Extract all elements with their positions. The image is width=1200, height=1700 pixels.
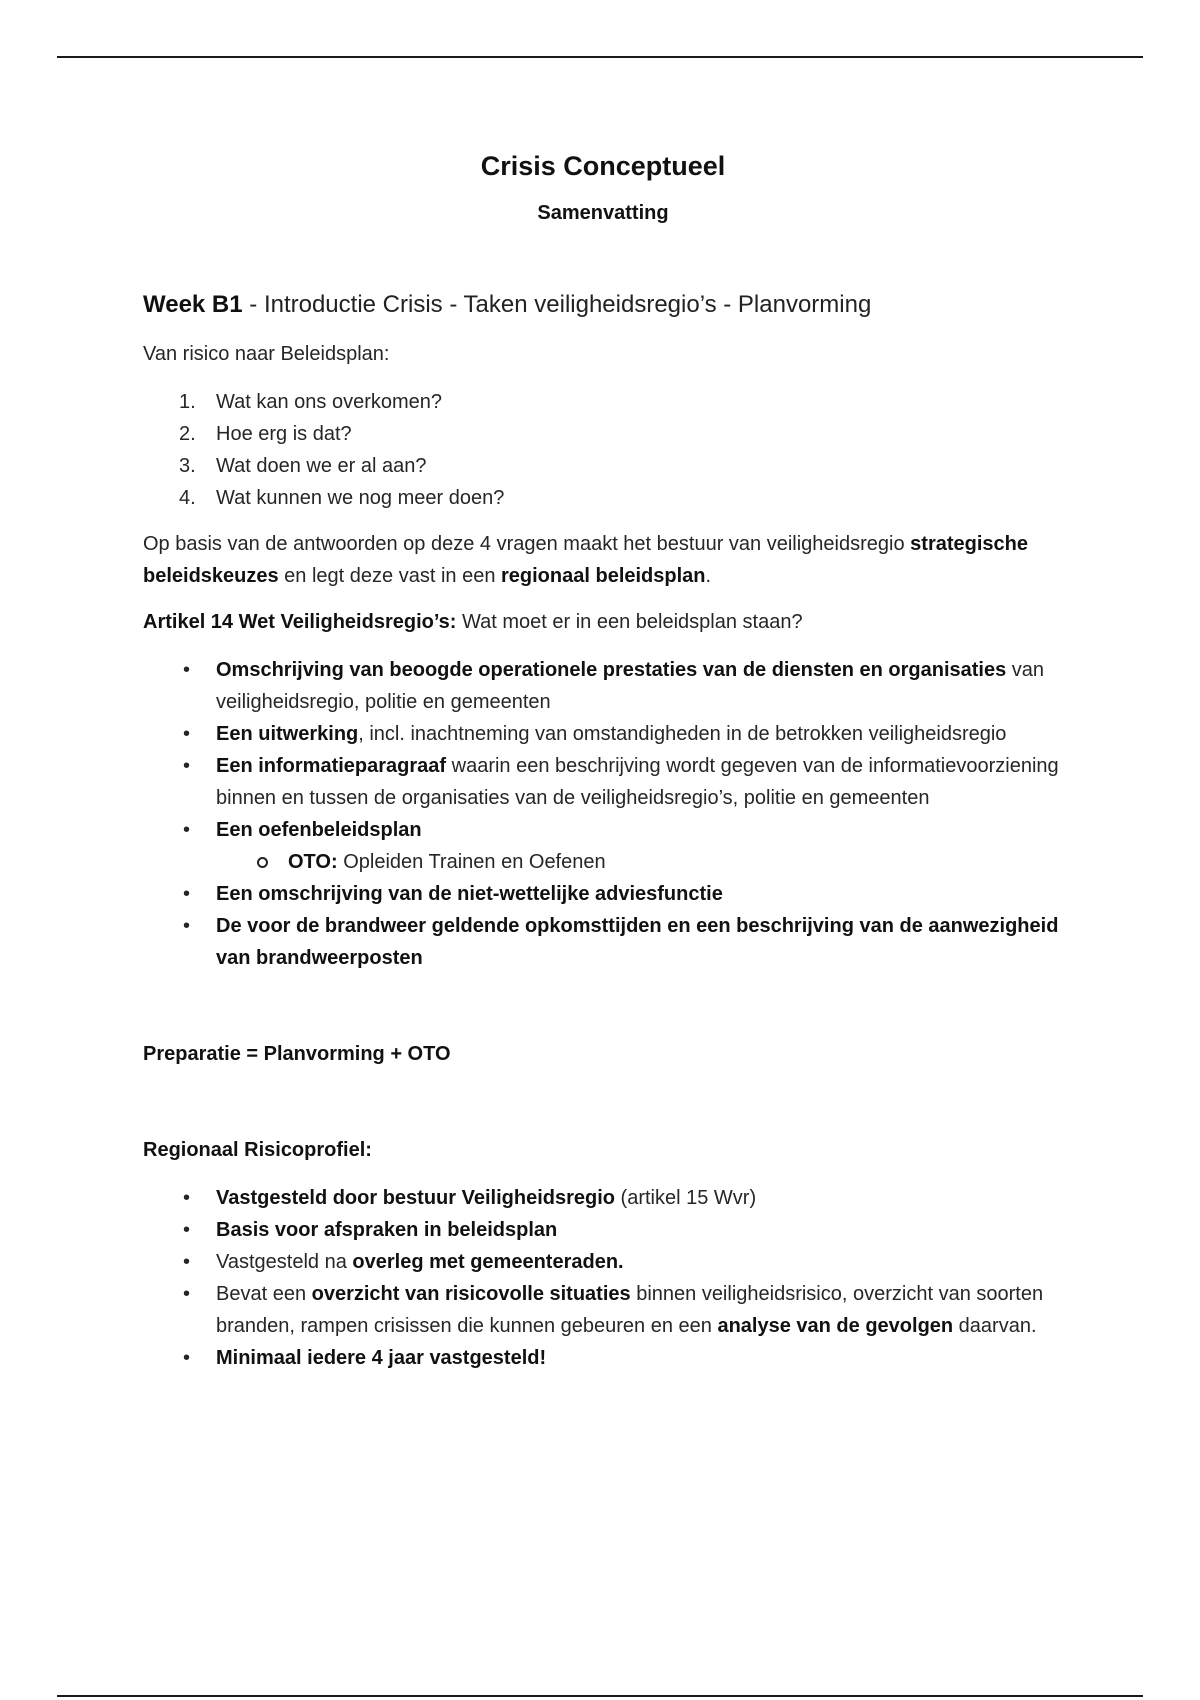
document-title: Crisis Conceptueel bbox=[480, 151, 726, 181]
item-bold: De voor de brandweer geldende opkomsttijden en een beschrijving van de aanwezigheid van brandweerposten bbox=[216, 915, 1059, 969]
list-item bbox=[143, 482, 1063, 514]
list-item bbox=[143, 814, 1063, 878]
artikel-paragraph bbox=[143, 606, 1063, 638]
footer-rule bbox=[57, 1695, 1143, 1697]
list-number: 4. bbox=[179, 487, 196, 509]
basis-text: . bbox=[705, 565, 712, 587]
list-item bbox=[143, 418, 1063, 450]
item-bold: Een oefenbeleidsplan bbox=[216, 819, 422, 841]
bullet-icon: • bbox=[183, 1219, 191, 1241]
risicoprofiel-list bbox=[143, 1182, 1063, 1374]
item-bold: Basis voor afspraken in beleidsplan bbox=[216, 1219, 558, 1241]
item-bold: Vastgesteld door bestuur Veiligheidsregio bbox=[216, 1187, 615, 1209]
bullet-icon: • bbox=[183, 883, 191, 905]
basis-text: Op basis van de antwoorden op deze 4 vragen maakt het bestuur van veiligheidsregio bbox=[143, 533, 911, 555]
bullet-icon: • bbox=[183, 1251, 191, 1273]
item-bold: analyse van de gevolgen bbox=[717, 1315, 954, 1337]
list-item bbox=[143, 910, 1063, 974]
item-text: , incl. inachtneming van omstandigheden in de betrokken veiligheidsregio bbox=[358, 723, 1007, 745]
list-item bbox=[143, 450, 1063, 482]
item-bold: overleg met gemeenteraden. bbox=[352, 1251, 624, 1273]
item-bold: OTO: bbox=[288, 851, 338, 873]
item-text: waarin een beschrijving wordt gegeven van de informatievoorziening binnen en tussen de organisaties van de veiligheidsregio’s, politie en gemeenten bbox=[216, 755, 1059, 809]
basis-bold: strategische beleidskeuzes bbox=[143, 533, 1028, 587]
plan-items-list bbox=[143, 654, 1063, 974]
list-item bbox=[143, 1342, 1063, 1374]
bullet-icon: • bbox=[183, 1283, 191, 1305]
list-item bbox=[143, 1246, 1063, 1278]
item-bold: Omschrijving van beoogde operationele prestaties van de diensten en organisaties bbox=[216, 659, 1007, 681]
item-text: Vastgesteld na bbox=[216, 1251, 353, 1273]
question-text: Wat kan ons overkomen? bbox=[216, 391, 443, 413]
item-text: (artikel 15 Wvr) bbox=[614, 1187, 757, 1209]
questions-list bbox=[143, 386, 1063, 514]
item-text: Bevat een bbox=[216, 1283, 312, 1305]
bullet-icon: • bbox=[183, 1347, 191, 1369]
list-item bbox=[143, 1278, 1063, 1342]
header-rule bbox=[57, 56, 1143, 58]
item-bold: Een uitwerking bbox=[216, 723, 359, 745]
list-number: 1. bbox=[179, 391, 196, 413]
basis-paragraph bbox=[143, 528, 1063, 592]
week-label: Week B1 bbox=[143, 291, 243, 318]
item-text: van veiligheidsregio, politie en gemeenten bbox=[216, 659, 1045, 713]
question-text: Wat kunnen we nog meer doen? bbox=[216, 487, 505, 509]
document-subtitle: Samenvatting bbox=[537, 202, 669, 224]
document-body bbox=[143, 140, 1063, 1374]
item-bold: Minimaal iedere 4 jaar vastgesteld! bbox=[216, 1347, 547, 1369]
bullet-icon: • bbox=[183, 659, 191, 681]
bullet-icon: • bbox=[183, 915, 191, 937]
basis-text: en legt deze vast in een bbox=[278, 565, 501, 587]
week-topic: - Introductie Crisis - Taken veiligheidsregio’s - Planvorming bbox=[242, 291, 872, 318]
list-item bbox=[143, 750, 1063, 814]
item-bold: overzicht van risicovolle situaties bbox=[311, 1283, 631, 1305]
question-text: Wat doen we er al aan? bbox=[216, 455, 427, 477]
list-number: 3. bbox=[179, 455, 196, 477]
list-item bbox=[143, 878, 1063, 910]
bullet-icon: • bbox=[183, 819, 191, 841]
list-number: 2. bbox=[179, 423, 196, 445]
item-text: daarvan. bbox=[953, 1315, 1037, 1337]
list-item bbox=[143, 718, 1063, 750]
intro-text: Van risico naar Beleidsplan: bbox=[143, 343, 390, 365]
item-text: Opleiden Trainen en Oefenen bbox=[337, 851, 606, 873]
item-bold: Een omschrijving van de niet-wettelijke adviesfunctie bbox=[216, 883, 723, 905]
risicoprofiel-heading: Regionaal Risicoprofiel: bbox=[143, 1139, 372, 1161]
artikel-label: Artikel 14 Wet Veiligheidsregio’s: bbox=[143, 611, 457, 633]
list-item bbox=[143, 1182, 1063, 1214]
bullet-icon: • bbox=[183, 1187, 191, 1209]
basis-bold: regionaal beleidsplan bbox=[501, 565, 706, 587]
bullet-icon: • bbox=[183, 723, 191, 745]
item-text: binnen veiligheidsrisico, overzicht van soorten branden, rampen crisissen die kunnen gebeuren en een bbox=[216, 1283, 1044, 1337]
preparatie-line: Preparatie = Planvorming + OTO bbox=[143, 1043, 451, 1065]
circle-bullet-icon bbox=[257, 857, 268, 868]
week-heading bbox=[143, 288, 1063, 322]
sub-list-item bbox=[143, 846, 1063, 878]
artikel-text: Wat moet er in een beleidsplan staan? bbox=[456, 611, 803, 633]
item-bold: Een informatieparagraaf bbox=[216, 755, 447, 777]
list-item bbox=[143, 654, 1063, 718]
bullet-icon: • bbox=[183, 755, 191, 777]
question-text: Hoe erg is dat? bbox=[216, 423, 352, 445]
list-item bbox=[143, 386, 1063, 418]
list-item bbox=[143, 1214, 1063, 1246]
